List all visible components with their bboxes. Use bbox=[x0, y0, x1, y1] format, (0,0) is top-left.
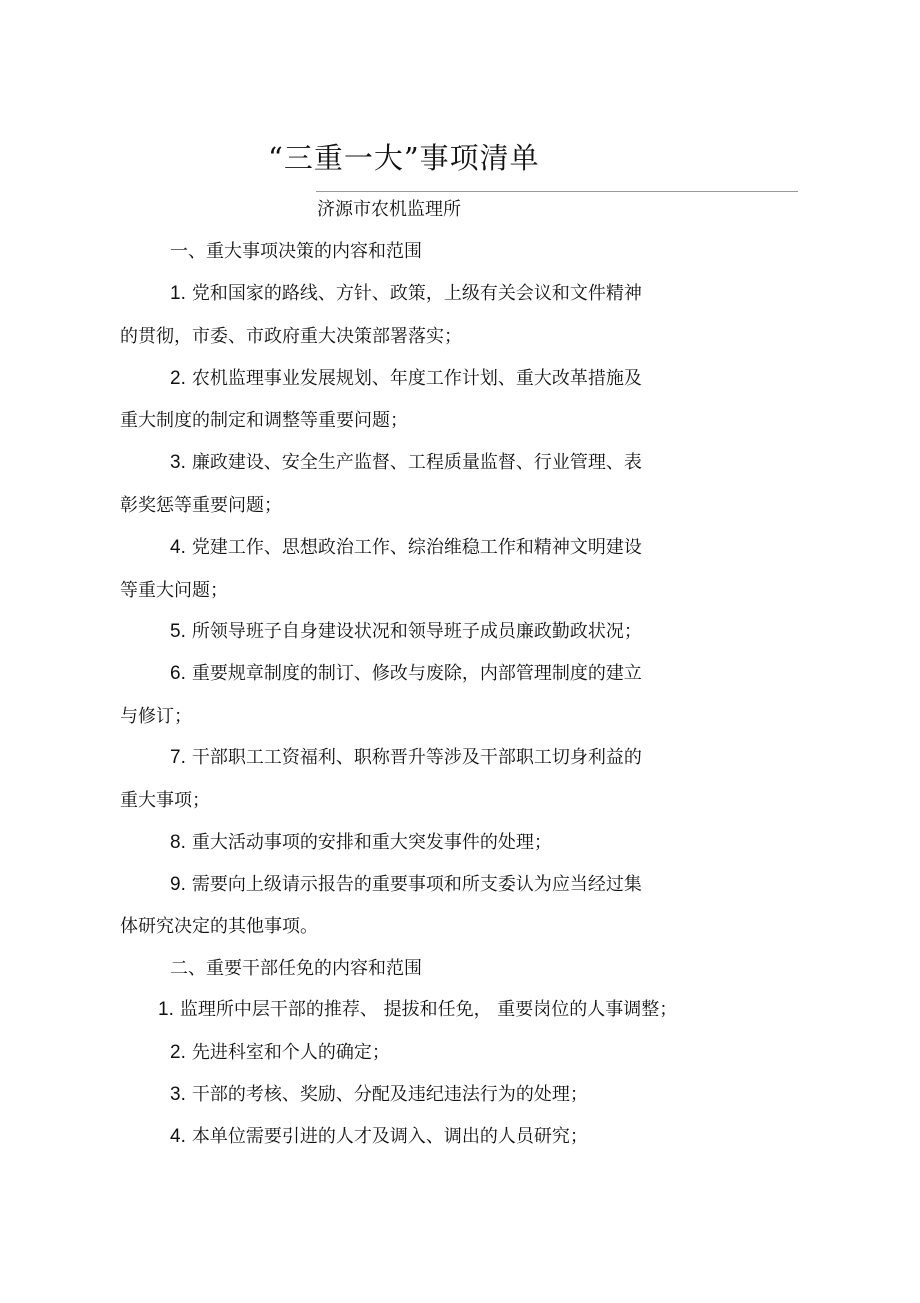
item-text-continuation: 的贯彻，市委、市政府重大决策部署落实； bbox=[120, 326, 462, 347]
item-text: 重大活动事项的安排和重大突发事件的处理； bbox=[191, 832, 552, 853]
header-divider bbox=[316, 191, 798, 192]
list-item bbox=[170, 1083, 588, 1107]
item-text: 廉政建设、安全生产监督、工程质量监督、行业管理、表 bbox=[191, 452, 642, 473]
item-text-continuation: 重大事项； bbox=[120, 790, 210, 811]
item-number: 1. bbox=[170, 283, 186, 304]
list-item bbox=[170, 451, 642, 475]
item-text-continuation: 体研究决定的其他事项。 bbox=[120, 916, 318, 937]
item-text: 党建工作、思想政治工作、综治维稳工作和精神文明建设 bbox=[191, 537, 642, 558]
list-item bbox=[170, 746, 642, 770]
item-number: 3. bbox=[170, 452, 186, 473]
item-number: 6. bbox=[170, 663, 186, 684]
item-text: 本单位需要引进的人才及调入、调出的人员研究； bbox=[191, 1126, 588, 1147]
item-text: 干部职工工资福利、职称晋升等涉及干部职工切身利益的 bbox=[191, 747, 642, 768]
list-item bbox=[170, 620, 642, 644]
list-item bbox=[170, 662, 642, 686]
item-number: 3. bbox=[170, 1084, 186, 1105]
item-text-continuation: 重大制度的制定和调整等重要问题； bbox=[120, 410, 408, 431]
item-text-continuation: 彰奖惩等重要问题； bbox=[120, 495, 282, 516]
section-heading-decisions: 一、重大事项决策的内容和范围 bbox=[170, 241, 422, 262]
item-text: 先进科室和个人的确定； bbox=[191, 1042, 390, 1063]
item-text: 需要向上级请示报告的重要事项和所支委认为应当经过集 bbox=[191, 874, 642, 895]
list-item bbox=[170, 831, 552, 855]
item-number: 5. bbox=[170, 621, 186, 642]
list-item bbox=[170, 873, 642, 897]
list-item bbox=[170, 367, 642, 391]
item-text: 党和国家的路线、方针、政策，上级有关会议和文件精神 bbox=[191, 283, 642, 304]
item-text: 干部的考核、奖励、分配及违纪违法行为的处理； bbox=[191, 1084, 588, 1105]
item-number: 2. bbox=[170, 368, 186, 389]
item-number: 1. bbox=[158, 999, 174, 1020]
item-text: 重要规章制度的制订、修改与废除，内部管理制度的建立 bbox=[191, 663, 642, 684]
item-text: 农机监理事业发展规划、年度工作计划、重大改革措施及 bbox=[191, 368, 642, 389]
item-number: 4. bbox=[170, 1126, 186, 1147]
document-title: “三重一大”事项清单 bbox=[268, 141, 540, 175]
item-text: 监理所中层干部的推荐、 提拔和任免， 重要岗位的人事调整； bbox=[179, 999, 678, 1020]
list-item bbox=[170, 1125, 588, 1149]
section-heading-appointments: 二、重要干部任免的内容和范围 bbox=[170, 958, 422, 979]
item-text-continuation: 等重大问题； bbox=[120, 580, 228, 601]
list-item bbox=[170, 282, 642, 306]
item-number: 7. bbox=[170, 747, 186, 768]
list-item bbox=[170, 1041, 390, 1065]
organization-name: 济源市农机监理所 bbox=[317, 199, 461, 220]
item-text-continuation: 与修订； bbox=[120, 706, 192, 727]
item-number: 8. bbox=[170, 832, 186, 853]
item-number: 4. bbox=[170, 537, 186, 558]
list-item bbox=[158, 998, 677, 1022]
item-number: 9. bbox=[170, 874, 186, 895]
list-item bbox=[170, 536, 642, 560]
item-number: 2. bbox=[170, 1042, 186, 1063]
item-text: 所领导班子自身建设状况和领导班子成员廉政勤政状况； bbox=[191, 621, 642, 642]
